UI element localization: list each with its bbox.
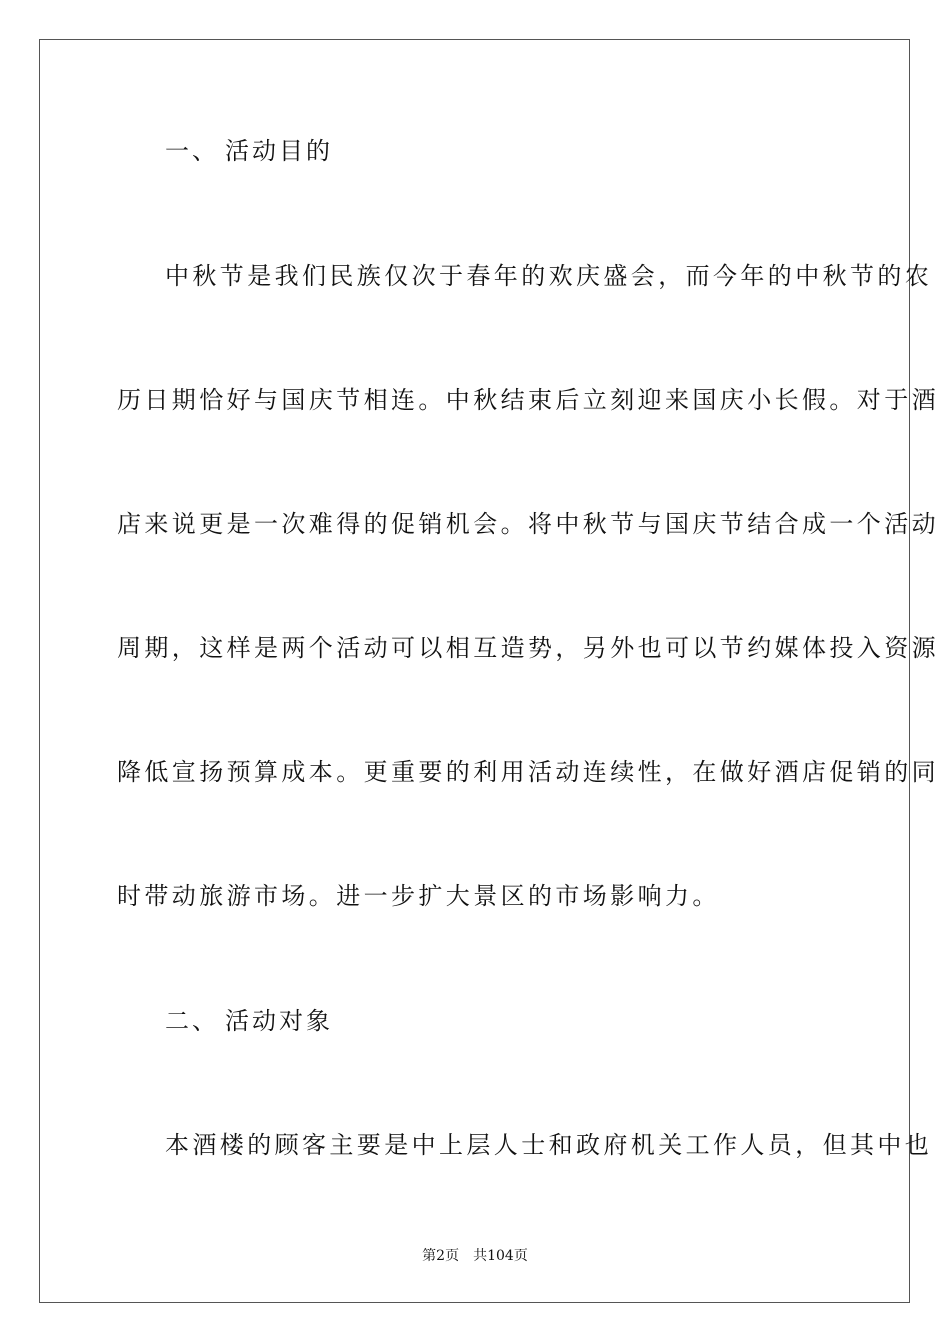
page-footer xyxy=(0,1246,950,1266)
total-pages: 共104页 xyxy=(473,1248,528,1264)
paragraph-line: 历日期恰好与国庆节相连。中秋结束后立刻迎来国庆小长假。对于酒 xyxy=(117,386,939,414)
paragraph-line: 时带动旅游市场。进一步扩大景区的市场影响力。 xyxy=(117,882,720,910)
paragraph-line: 降低宣扬预算成本。更重要的利用活动连续性，在做好酒店促销的同 xyxy=(117,758,939,786)
section-2-heading xyxy=(165,1006,881,1036)
page-border xyxy=(39,39,939,1303)
paragraph-line: 中秋节是我们民族仅次于春年的欢庆盛会，而今年的中秋节的农 xyxy=(165,262,933,290)
section-1-heading xyxy=(165,136,881,166)
paragraph-line: 本酒楼的顾客主要是中上层人士和政府机关工作人员，但其中也 xyxy=(165,1131,933,1159)
page-number: 第2页 xyxy=(422,1248,460,1264)
section-1-number: 一、 xyxy=(165,137,219,165)
paragraph-line: 店来说更是一次难得的促销机会。将中秋节与国庆节结合成一个活动 xyxy=(117,510,939,538)
section-2-number: 二、 xyxy=(165,1007,219,1035)
paragraph-line: 周期，这样是两个活动可以相互造势，另外也可以节约媒体投入资源 xyxy=(117,634,939,662)
section-2-title: 活动对象 xyxy=(225,1007,333,1035)
section-1-title: 活动目的 xyxy=(225,137,333,165)
